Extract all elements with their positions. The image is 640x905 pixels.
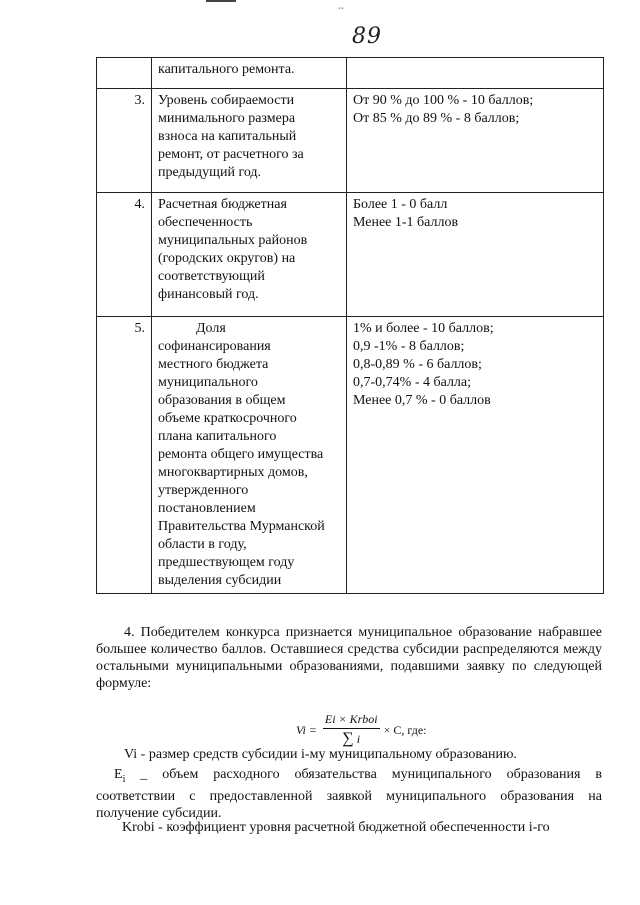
criterion-number: 4. (97, 193, 152, 317)
score-cell (347, 193, 604, 317)
criterion-line: капитального ремонта. (158, 62, 295, 77)
criterion-line: Расчетная бюджетная (158, 197, 287, 212)
criterion-line: выделения субсидии (158, 573, 282, 588)
criterion-line: ремонта общего имущества (158, 447, 324, 462)
criterion-line: минимального размера (158, 111, 296, 126)
criterion-name (152, 193, 347, 317)
criterion-line: муниципального (158, 375, 258, 390)
formula-fraction (323, 712, 380, 748)
criterion-number (97, 58, 152, 89)
score-line: 0,9 -1% - 8 баллов; (353, 339, 465, 354)
criteria-table (96, 57, 604, 594)
score-line: От 85 % до 89 % - 8 баллов; (353, 111, 520, 126)
page-number: 89 (352, 24, 382, 49)
criterion-name (152, 317, 347, 594)
criterion-number: 3. (97, 89, 152, 193)
paragraph-winner: 4. Победителем конкурса признается муниципальное образование набравшее большее количество баллов. Оставшиеся средства субсидии распределяются между остальными муниципальными образованиями, подавшими заявку по следующей формуле: (96, 625, 602, 691)
score-line: 1% и более - 10 баллов; (353, 321, 494, 336)
criterion-line: ремонт, от расчетного за (158, 147, 304, 162)
criterion-line: финансовый год. (158, 287, 259, 302)
criterion-line: области в году, (158, 537, 247, 552)
ei-symbol: E (114, 767, 123, 782)
score-cell (347, 89, 604, 193)
table-row (97, 89, 604, 193)
formula-numerator: Ei × Krboi (323, 712, 380, 729)
criterion-name (152, 89, 347, 193)
score-cell (347, 58, 604, 89)
formula-lhs: Vi = (296, 722, 317, 737)
criterion-line: (городских округов) на (158, 251, 296, 266)
score-line: Менее 1-1 баллов (353, 215, 459, 230)
table-row (97, 317, 604, 594)
criterion-name (152, 58, 347, 89)
criterion-line: взноса на капитальный (158, 129, 297, 144)
paragraph-ei-definition (96, 766, 602, 822)
table-row (97, 193, 604, 317)
criterion-line: объеме краткосрочного (158, 411, 297, 426)
paragraph-vi-definition: Vi - размер средств субсидии i-му муниципальному образованию. (124, 747, 517, 762)
criterion-line: предыдущий год. (158, 165, 262, 180)
criterion-line: Доля (196, 321, 226, 336)
criterion-line: предшествующем году (158, 555, 295, 570)
scan-artifact-line (206, 0, 236, 2)
criterion-line: постановлением (158, 501, 256, 516)
ei-definition-text: _ объем расходного обязательства муниципального образования в соответствии с предоставленной заявкой муниципального образования на получение субсидии. (96, 767, 602, 821)
criterion-line: Уровень собираемости (158, 93, 295, 108)
criterion-line: местного бюджета (158, 357, 269, 372)
criterion-line: софинансирования (158, 339, 271, 354)
paragraph-krobi-definition: Krobi - коэффициент уровня расчетной бюджетной обеспеченности i-го (122, 820, 550, 835)
ei-subscript: i (122, 773, 126, 785)
formula-rhs: × C, где: (383, 722, 427, 737)
score-line: От 90 % до 100 % - 10 баллов; (353, 93, 534, 108)
criterion-line: многоквартирных домов, (158, 465, 308, 480)
sum-symbol: ∑ (342, 730, 354, 747)
table-row (97, 58, 604, 89)
criterion-line: обеспеченность (158, 215, 253, 230)
criterion-line: Правительства Мурманской (158, 519, 325, 534)
criterion-line: муниципальных районов (158, 233, 308, 248)
scan-artifact-mark: ˘˘ (338, 6, 344, 16)
score-line: Более 1 - 0 балл (353, 197, 448, 212)
criterion-line: утвержденного (158, 483, 249, 498)
formula-denominator-var: i (356, 732, 361, 746)
score-line: Менее 0,7 % - 0 баллов (353, 393, 491, 408)
criterion-line: плана капитального (158, 429, 277, 444)
subsidy-formula (296, 712, 427, 748)
criterion-line: образования в общем (158, 393, 286, 408)
score-cell (347, 317, 604, 594)
score-line: 0,7-0,74% - 4 балла; (353, 375, 472, 390)
criterion-number: 5. (97, 317, 152, 594)
score-line: 0,8-0,89 % - 6 баллов; (353, 357, 482, 372)
criterion-line: соответствующий (158, 269, 265, 284)
